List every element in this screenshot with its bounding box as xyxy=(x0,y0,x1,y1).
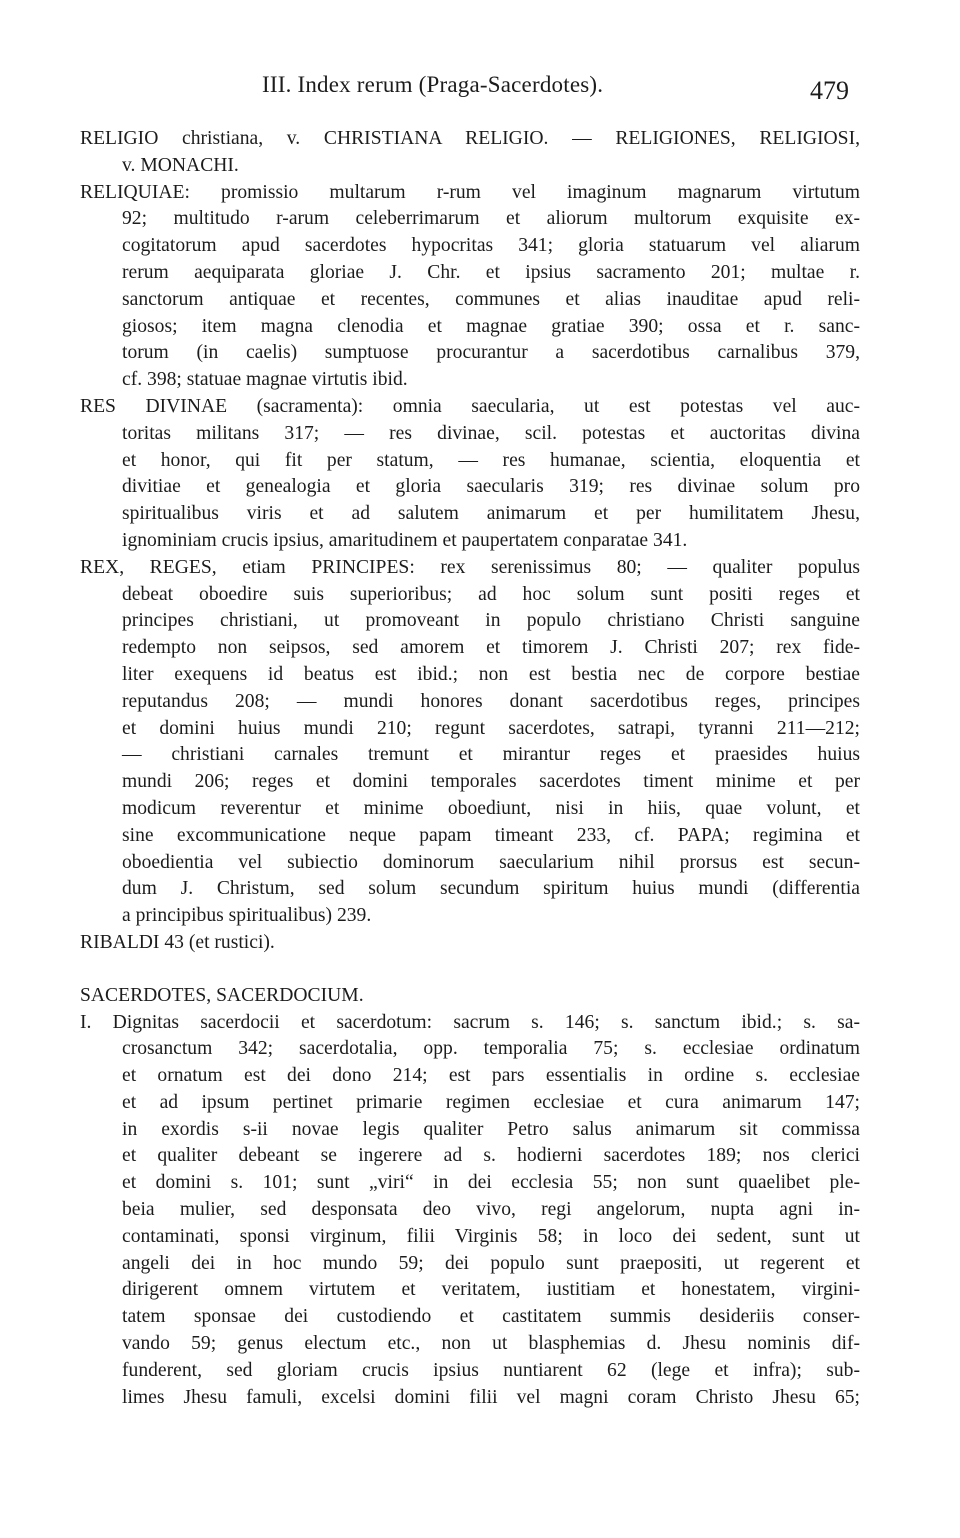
text-line: toritas militans 317; — res divinae, scil. potestas et auctoritas divina xyxy=(122,422,860,444)
section-gap xyxy=(80,957,860,983)
text-line: RES DIVINAE (sacramenta): omnia saecularia, ut est potestas vel auc- xyxy=(80,395,860,417)
text-line: funderent, sed gloriam crucis ipsius nuntiarent 62 (lege et infra); sub- xyxy=(122,1359,860,1381)
text-line: dum J. Christum, sed solum secundum spiritum huius mundi (differentia xyxy=(122,878,860,900)
text-line: vando 59; genus electum etc., non ut blasphemias d. Jhesu nominis dif- xyxy=(122,1333,860,1355)
text-line: spiritualibus viris et ad salutem animarum et per humilitatem Jhesu, xyxy=(122,503,860,525)
page-number: 479 xyxy=(810,76,849,105)
text-line: et domini huius mundi 210; regunt sacerdotes, satrapi, tyranni 211—212; xyxy=(122,717,860,739)
text-line: limes Jhesu famuli, excelsi domini filii vel magni coram Christo Jhesu 65; xyxy=(122,1386,860,1408)
text-line: et domini s. 101; sunt „viri“ in dei ecclesia 55; non sunt quaelibet ple- xyxy=(122,1172,860,1194)
text-line: angeli dei in hoc mundo 59; dei populo sunt praepositi, ut regerent et xyxy=(122,1252,860,1274)
text-line: dirigerent omnem virtutem et veritatem, iustitiam et honestatem, virgini- xyxy=(122,1279,860,1301)
text-line: crosanctum 342; sacerdotalia, opp. temporalia 75; s. ecclesiae ordinatum xyxy=(122,1038,860,1060)
text-line: RELIGIO christiana, v. CHRISTIANA RELIGIO. — RELIGIONES, RELIGIOSI, xyxy=(80,128,860,149)
text-line: liter exequens id beatus est ibid.; non est bestia nec de corpore bestiae xyxy=(122,663,860,685)
text-line: rerum aequiparata gloriae J. Chr. et ipsius sacramento 201; multae r. xyxy=(122,261,860,283)
text-line: divitiae et genealogia et gloria saecularis 319; res divinae solum pro xyxy=(122,476,860,498)
text-line: tatem sponsae dei custodiendo et castitatem summis desideriis conser- xyxy=(122,1306,860,1328)
text-line: oboedientia vel subiectio dominorum saecularium nihil prorsus est secun- xyxy=(122,851,860,873)
text-line: torum (in caelis) sumptuose procurantur a sacerdotibus carnalibus 379, xyxy=(122,342,860,364)
text-line: 92; multitudo r-arum celeberrimarum et aliorum multorum exquisite ex- xyxy=(122,208,860,230)
text-line: giosos; item magna clenodia et magnae gratiae 390; ossa et r. sanc- xyxy=(122,315,860,337)
text-line: et qualiter debeant se ingerere ad s. hodierni sacerdotes 189; nos clerici xyxy=(122,1145,860,1167)
header-title: III. Index rerum (Praga-Sacerdotes). xyxy=(262,72,604,97)
text-line: et honor, qui fit per statum, — res humanae, scientia, eloquentia et xyxy=(122,449,860,471)
text-line: SACERDOTES, SACERDOCIUM. xyxy=(80,984,364,1006)
text-line: REX, REGES, etiam PRINCIPES: rex serenissimus 80; — qualiter populus xyxy=(80,556,860,578)
text-line: mundi 206; reges et domini temporales sacerdotes timent minime et per xyxy=(122,771,860,793)
text-line: RIBALDI 43 (et rustici). xyxy=(80,931,275,953)
text-line: v. MONACHI. xyxy=(122,154,239,176)
text-line: sine excommunicatione neque papam timeant 233, cf. PAPA; regimina et xyxy=(122,824,860,846)
text-line: RELIQUIAE: promissio multarum r-rum vel imaginum magnarum virtutum xyxy=(80,181,860,203)
text-line: cf. 398; statuae magnae virtutis ibid. xyxy=(122,369,408,391)
text-line: contaminati, sponsi virginum, filii Virginis 58; in loco dei sedent, sunt ut xyxy=(122,1225,860,1247)
text-line: a principibus spiritualibus) 239. xyxy=(122,905,372,927)
text-line: reputandus 208; — mundi honores donant sacerdotibus reges, principes xyxy=(122,690,860,712)
text-line: redempto non seipsos, sed amorem et timorem J. Christi 207; rex fide- xyxy=(122,637,860,659)
text-line: principes christiani, ut promoveant in populo christiano Christi sanguine xyxy=(122,610,860,632)
index-text-body xyxy=(80,126,860,1411)
text-line: et ad ipsum pertinet primarie regimen ecclesiae et cura animarum 147; xyxy=(122,1091,860,1113)
text-line: — christiani carnales tremunt et mirantur reges et praesides huius xyxy=(122,744,860,766)
text-line: et ornatum est dei dono 214; est pars essentialis in ordine s. ecclesiae xyxy=(122,1065,860,1087)
text-line: in exordis s-ii novae legis qualiter Petro salus animarum sit commissa xyxy=(122,1118,860,1140)
text-line: sanctorum antiquae et recentes, communes et alias inauditae apud reli- xyxy=(122,288,860,310)
text-line: beia mulier, sed desponsata deo vivo, regi angelorum, nupta agni in- xyxy=(122,1199,860,1221)
text-line: ignominiam crucis ipsius, amaritudinem et paupertatem conparatae 341. xyxy=(122,529,688,551)
text-line: debeat oboedire suis superioribus; ad hoc solum sunt positi reges et xyxy=(122,583,860,605)
text-line: cogitatorum apud sacerdotes hypocritas 341; gloria statuarum vel aliarum xyxy=(122,235,860,257)
text-line: I. Dignitas sacerdocii et sacerdotum: sacrum s. 146; s. sanctum ibid.; s. sa- xyxy=(80,1011,860,1033)
running-header xyxy=(0,72,960,112)
text-line: modicum reverentur et minime oboediunt, nisi in hiis, quae volunt, et xyxy=(122,797,860,819)
